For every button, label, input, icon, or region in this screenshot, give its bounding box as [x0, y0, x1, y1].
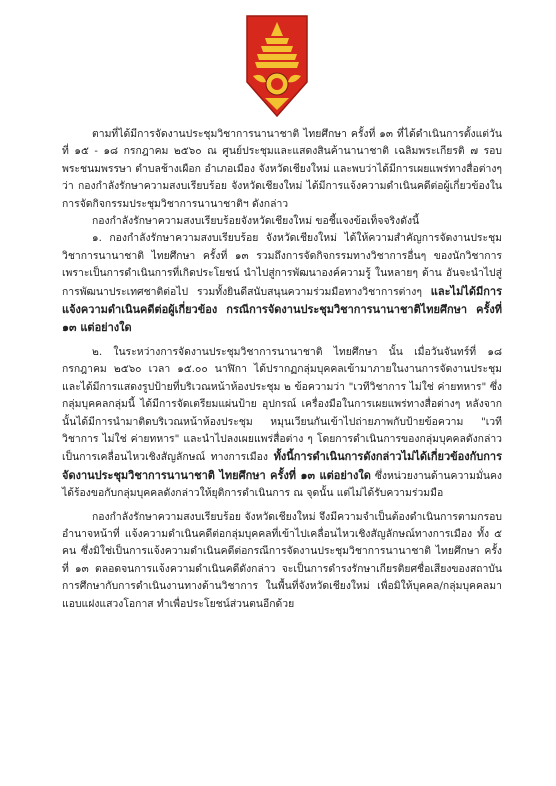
- item-2-emphasis: ทั้งนี้การดำเนินการดังกล่าวไม่ได้เกี่ยวข้องกับการจัดงานประชุมวิชาการนานาชาติ ไทยศึกษา ครั้งที่ ๑๓ แต่อย่างใด: [62, 450, 502, 482]
- closing-paragraph: กองกำลังรักษาความสงบเรียบร้อย จังหวัดเชียงใหม่ จึงมีความจำเป็นต้องดำเนินการตามกรอบอำนาจหน้าที่ แจ้งความดำเนินคดีต่อกลุ่มบุคคลที่เข้าไปเคลื่อนไหวเชิงสัญลักษณ์ทางการเมือง ทั้ง ๕ คน ซึ่งมิใช่เป็นการแจ้งความดำเนินคดีต่อกรณีการจัดงานประชุมวิชาการนานาชาติ ไทยศึกษา ครั้งที่ ๑๓ ตลอดจนการแจ้งความดำเนินคดีดังกล่าว จะเป็นการดำรงรักษาเกียรติยศชื่อเสียงของสถาบันการศึกษากับการดำเนินงานทางด้านวิชาการ ในพื้นที่จังหวัดเชียงใหม่ เพื่อมิให้บุคคล/กลุ่มบุคคลมาแอบแฝงแสวงโอกาส ทำเพื่อประโยชน์ส่วนตนอีกด้วย: [62, 510, 502, 610]
- item-2-tail: ซึ่งหน่วยงานด้านความมั่นคงได้ร้องขอกับกลุ่มบุคคลดังกล่าวให้ยุติการดำเนินการ ณ จุดนั้น แต่ไม่ได้รับความร่วมมือ: [62, 469, 502, 500]
- statement-body: [62, 126, 502, 613]
- item-2-text: ๒. ในระหว่างการจัดงานประชุมวิชาการนานาชาติ ไทยศึกษา นั้น เมื่อวันจันทร์ที่ ๑๘ กรกฎาคม ๒๕๖๐ เวลา ๑๕.๐๐ นาฬิกา ได้ปรากฏกลุ่มบุคคลเข้ามาภายในงานการจัดงานประชุม และได้มีการแสดงรูปป้ายที่บริเวณหน้าห้องประชุม ๒ ข้อความว่า "เวทีวิชาการ ไม่ใช่ ค่ายทหาร" ซึ่งกลุ่มบุคคลกลุ่มนี้ ได้มีการจัดเตรียมแผ่นป้าย อุปกรณ์ เครื่องมือในการเผยแพร่ทางสื่อต่างๆ หลังจากนั้นได้มีการนำมาติดบริเวณหน้าห้องประชุม หมุนเวียนกันเข้าไปถ่ายภาพกับป้ายข้อความ "เวทีวิชาการ ไม่ใช่ ค่ายทหาร" และนำไปลงเผยแพร่สื่อต่าง ๆ โดยการดำเนินการของกลุ่มบุคคลดังกล่าว เป็นการเคลื่อนไหวเชิงสัญลักษณ์ ทางการเมือง: [62, 345, 502, 464]
- item-2-paragraph: [62, 344, 502, 503]
- clarification-heading: กองกำลังรักษาความสงบเรียบร้อยจังหวัดเชียงใหม่ ขอชี้แจงข้อเท็จจริงดังนี้: [92, 215, 420, 228]
- item-1-emphasis: และไม่ได้มีการแจ้งความดำเนินคดีต่อผู้เกี่ยวข้อง กรณีการจัดงานประชุมวิชาการนานาชาติไทยศึกษา ครั้งที่ ๑๓ แต่อย่างใด: [62, 284, 502, 335]
- item-1-paragraph: [62, 230, 502, 337]
- army-emblem-icon: [243, 12, 311, 120]
- item-1-text: ๑. กองกำลังรักษาความสงบเรียบร้อย จังหวัดเชียงใหม่ ได้ให้ความสำคัญการจัดงานประชุมวิชาการนานาชาติ ไทยศึกษา ครั้งที่ ๑๓ รวมถึงการจัดกิจกรรมทางวิชาการอื่นๆ ของนักวิชาการ เพราะเป็นการดำเนินการที่เกิดประโยชน์ นำไปสู่การพัฒนาองค์ความรู้ ในหลายๆ ด้าน อันจะนำไปสู่การพัฒนาประเทศชาติต่อไป รวมทั้งยินดีสนับสนุนความร่วมมือทางวิชาการต่างๆ: [62, 232, 502, 298]
- intro-paragraph: ตามที่ได้มีการจัดงานประชุมวิชาการนานาชาติ ไทยศึกษา ครั้งที่ ๑๓ ที่ได้ดำเนินการตั้งแต่วันที่ ๑๕ - ๑๘ กรกฎาคม ๒๕๖๐ ณ ศูนย์ประชุมและแสดงสินค้านานาชาติ เฉลิมพระเกียรติ ๗ รอบพระชนมพรรษา ตำบลช้างเผือก อำเภอเมือง จังหวัดเชียงใหม่ และพบว่าได้มีการเผยแพร่ทางสื่อต่างๆ ว่า กองกำลังรักษาความสงบเรียบร้อย จังหวัดเชียงใหม่ ได้มีการแจ้งความดำเนินคดีต่อผู้เกี่ยวข้องในการจัดกิจกรรมประชุมวิชาการนานาชาติฯ ดังกล่าว: [62, 128, 502, 210]
